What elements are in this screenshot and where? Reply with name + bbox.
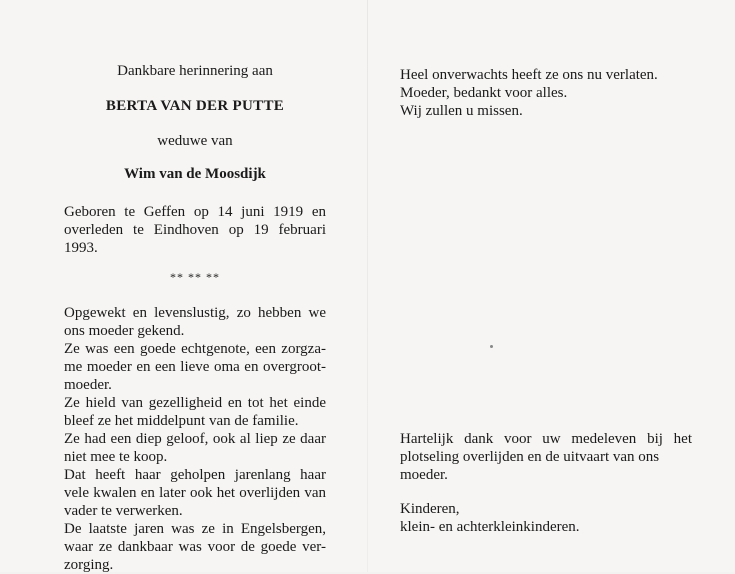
stars-divider: ** ** ** <box>170 270 220 284</box>
eulogy-line: Ze was een goede echtgenote, een zorgza- <box>64 341 326 357</box>
dates-line: Geboren te Geffen op 14 juni 1919 en <box>64 204 326 220</box>
eulogy-line: bleef ze het middelpunt van de familie. <box>64 413 299 429</box>
eulogy-line: ons moeder gekend. <box>64 323 185 339</box>
widow-of-line: weduwe van <box>157 133 233 149</box>
left-panel <box>64 62 326 574</box>
paper-speck <box>490 345 493 348</box>
eulogy-line: me moeder en een lieve oma en overgroot- <box>64 359 326 375</box>
eulogy-line: moeder. <box>64 377 112 393</box>
spouse-name: Wim van de Moosdijk <box>124 166 266 182</box>
deceased-name: BERTA VAN DER PUTTE <box>105 98 285 114</box>
eulogy-line: waar ze dankbaar was voor de goede ver- <box>64 539 326 555</box>
eulogy-line: De laatste jaren was ze in Engelsbergen, <box>64 521 326 537</box>
eulogy-line: Ze hield van gezelligheid en tot het einde <box>64 395 326 411</box>
eulogy-line: zorging. <box>64 557 114 573</box>
birth-death-dates <box>64 203 326 257</box>
card-fold <box>367 0 368 572</box>
eulogy-line: niet mee te koop. <box>64 449 168 465</box>
eulogy-line: Dat heeft haar geholpen jarenlang haar <box>64 467 326 483</box>
right-panel-bottom <box>400 430 692 536</box>
right-panel-top <box>400 66 692 120</box>
eulogy-line: Ze had een diep geloof, ook al liep ze daar <box>64 431 326 447</box>
farewell-line: Wij zullen u missen. <box>400 103 523 119</box>
thanks-line: plotseling overlijden en de uitvaart van ons <box>400 449 660 465</box>
thanks-line: moeder. <box>400 467 448 483</box>
signoff-line: Kinderen, <box>400 501 460 517</box>
farewell-line: Moeder, bedankt voor alles. <box>400 85 568 101</box>
thanks-line: Hartelijk dank voor uw medeleven bij het <box>400 431 692 447</box>
eulogy-text <box>64 304 326 574</box>
eulogy-line: vader te verwerken. <box>64 503 183 519</box>
eulogy-line: Opgewekt en levenslustig, zo hebben we <box>64 305 326 321</box>
signoff-line: klein- en achterkleinkinderen. <box>400 519 580 535</box>
intro-line: Dankbare herinnering aan <box>117 63 273 79</box>
eulogy-line: vele kwalen en later ook het overlijden van <box>64 485 326 501</box>
dates-line: overleden te Eindhoven op 19 februari 1993. <box>64 222 326 256</box>
farewell-line: Heel onverwachts heeft ze ons nu verlaten. <box>400 67 658 83</box>
